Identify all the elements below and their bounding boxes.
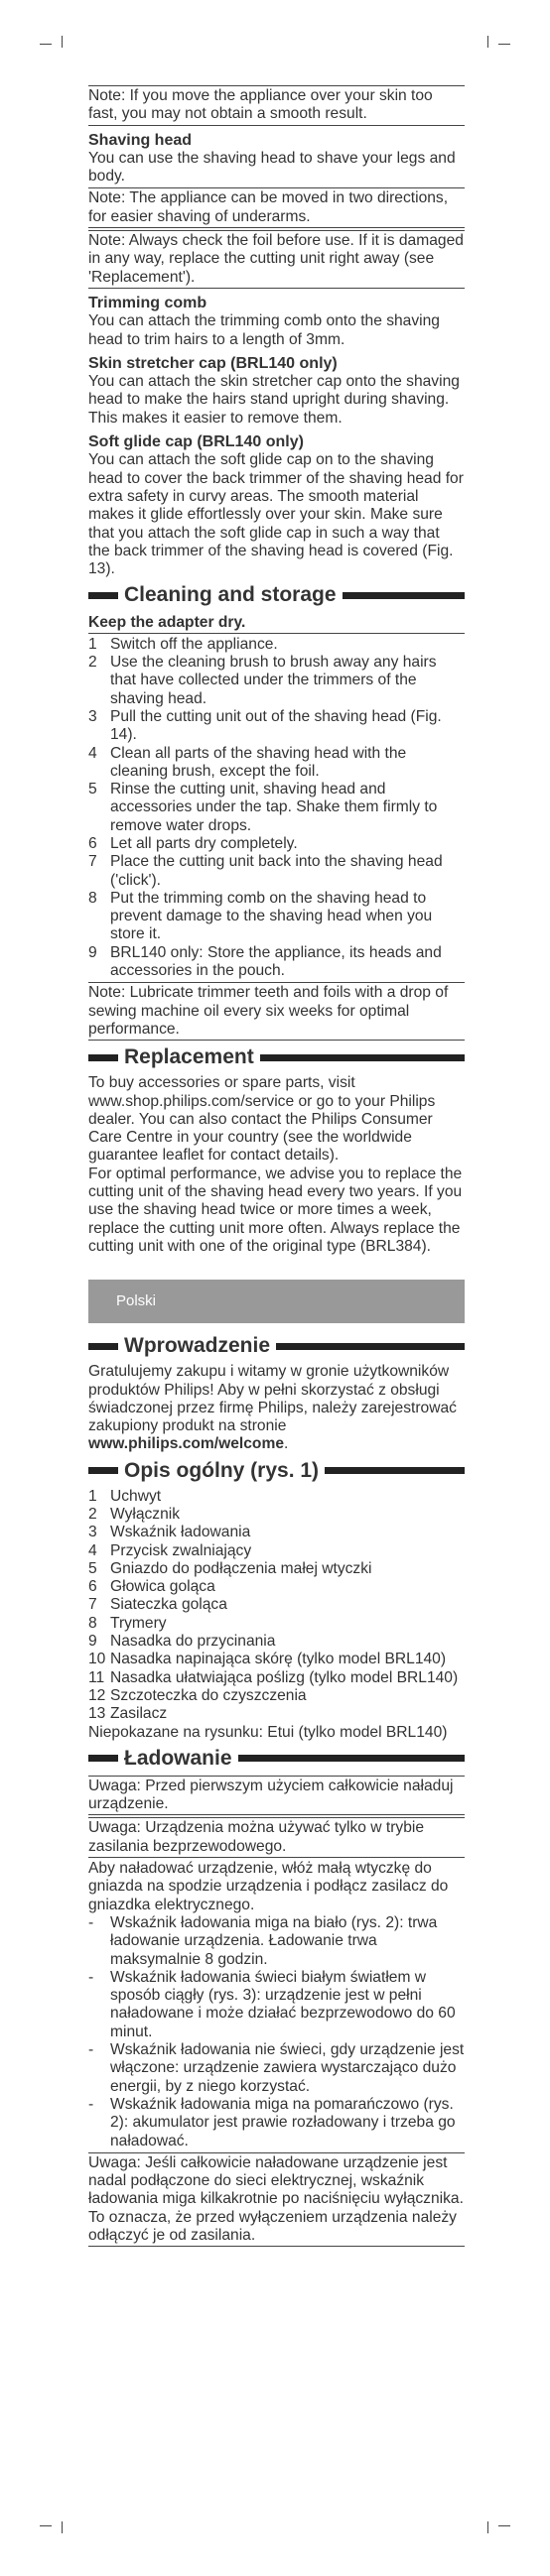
trimming-comb-text: You can attach the trimming comb onto the shaving head to trim hairs to a length of 3mm. [88, 312, 440, 348]
list-item: - Wskaźnik ładowania miga na biało (rys. 2): trwa ładowanie urządzenia. Ładowanie trwa maksymalnie 8 godzin. [88, 1913, 438, 1968]
trimming-comb-title: Trimming comb [88, 294, 207, 311]
list-item: 10 Nasadka napinająca skórę (tylko model BRL140) [88, 1651, 447, 1668]
list-item: 4 Clean all parts of the shaving head with the cleaning brush, except the foil. [88, 744, 407, 780]
cleaning-title: Cleaning and storage [124, 583, 337, 607]
list-item: 2 Use the cleaning brush to brush away any hairs that have collected under the trimmers of the shaving head. [88, 654, 437, 707]
heading-bar-left [88, 1755, 118, 1762]
crop-mark-bottom-left [40, 2525, 52, 2526]
cleaning-heading [88, 582, 465, 608]
overview-title: Opis ogólny (rys. 1) [124, 1458, 320, 1482]
skin-stretcher-title: Skin stretcher cap (BRL140 only) [88, 354, 338, 372]
cleaning-warning: Keep the adapter dry. [88, 614, 465, 633]
heading-bar-right [260, 1054, 465, 1061]
welcome-link: www.philips.com/welcome [88, 1435, 284, 1453]
list-item: 7 Place the cutting unit back into the shaving head ('click'). [88, 853, 443, 889]
charging-note-1: Uwaga: Przed pierwszym użyciem całkowicie naładuj urządzenie. [88, 1776, 465, 1816]
list-item: 1 Uchwyt [88, 1487, 162, 1505]
intro-text: Gratulujemy zakupu i witamy w gronie użytkowników produktów Philips! Aby w pełni skorzystać z obsługi świadczonej przez firmę Philips, należy zarejestrować zakupiony produkt na stronie www.philips.com/welcome. [88, 1363, 457, 1453]
charging-note-3: Uwaga: Jeśli całkowicie naładowane urządzenie jest nadal podłączone do sieci elektrycznej, wskaźnik ładowania miga kilkakrotnie po naciśnięciu wyłącznika. To oznacza, że przed wyłączeniem urządzenia należy odłączyć je od zasilania. [88, 2152, 465, 2247]
list-item: 5 Gniazdo do podłączenia małej wtyczki [88, 1559, 372, 1577]
overview-list [88, 1488, 465, 1724]
crop-mark-bottom-left-v [62, 2521, 63, 2533]
heading-bar-right [325, 1467, 465, 1474]
list-item: 11 Nasadka ułatwiająca poślizg (tylko model BRL140) [88, 1668, 459, 1686]
crop-mark-bottom-right-v [487, 2521, 488, 2533]
charging-title: Ładowanie [124, 1746, 232, 1770]
charging-heading [88, 1746, 465, 1772]
crop-mark-bottom-right [498, 2525, 510, 2526]
shaving-head-title: Shaving head [88, 131, 193, 149]
crop-mark-top-left-v [62, 36, 63, 48]
list-item: 9 BRL140 only: Store the appliance, its heads and accessories in the pouch. [88, 943, 442, 980]
list-item: 3 Wskaźnik ładowania [88, 1524, 251, 1541]
charging-text: Aby naładować urządzenie, włóż małą wtyczkę do gniazda na spodzie urządzenia i podłącz zasilacz do gniazdka elektrycznego. [88, 1860, 449, 1913]
heading-bar-left [88, 1467, 118, 1474]
list-item: 6 Głowica goląca [88, 1578, 215, 1596]
list-item: 9 Nasadka do przycinania [88, 1633, 276, 1651]
document-column [88, 83, 465, 2249]
charging-note-2: Uwaga: Urządzenia można używać tylko w trybie zasilania bezprzewodowego. [88, 1817, 465, 1858]
list-item: 4 Przycisk zwalniający [88, 1541, 252, 1559]
skin-stretcher-text: You can attach the skin stretcher cap onto the shaving head to make the hairs stand upright during shaving. This makes it easier to remove them. [88, 373, 460, 427]
cleaning-steps [88, 636, 465, 981]
heading-bar-right [238, 1755, 465, 1762]
list-item: 3 Pull the cutting unit out of the shaving head (Fig. 14). [88, 707, 442, 744]
intro-heading [88, 1333, 465, 1359]
heading-bar-left [88, 1054, 118, 1061]
list-item: 8 Trymery [88, 1614, 167, 1632]
list-item: - Wskaźnik ładowania świeci białym światłem w sposób ciągły (rys. 3): urządzenie jest w pełni naładowane i może działać bezprzewodowo do 60 minut. [88, 1968, 456, 2040]
heading-bar-left [88, 592, 118, 599]
heading-bar-left [88, 1343, 118, 1350]
note-foil: Note: Always check the foil before use. If it is damaged in any way, replace the cutting unit right away (see 'Replacement'). [88, 230, 465, 289]
list-item: 6 Let all parts dry completely. [88, 834, 298, 852]
list-item: 13 Zasilacz [88, 1705, 168, 1723]
replacement-heading [88, 1044, 465, 1070]
list-item: 8 Put the trimming comb on the shaving head to prevent damage to the shaving head when you store it. [88, 889, 433, 943]
replacement-title: Replacement [124, 1045, 254, 1069]
crop-mark-top-right [498, 44, 510, 45]
list-item: 7 Siateczka goląca [88, 1596, 227, 1614]
not-shown-text: Niepokazane na rysunku: Etui (tylko model BRL140) [88, 1723, 448, 1741]
replacement-text-2: For optimal performance, we advise you to replace the cutting unit of the shaving head every two years. If you use the shaving head twice or more times a week, replace the cutting unit more often. Always replace the cutting unit with one of the original type (BRL384). [88, 1165, 463, 1255]
intro-title: Wprowadzenie [124, 1334, 271, 1358]
shaving-head-text: You can use the shaving head to shave your legs and body. [88, 149, 456, 185]
note-lubricate: Note: Lubricate trimmer teeth and foils with a drop of sewing machine oil every six weeks for optimal performance. [88, 982, 465, 1041]
list-item: 12 Szczoteczka do czyszczenia [88, 1686, 307, 1704]
crop-mark-top-right-v [487, 36, 488, 48]
list-item: 1 Switch off the appliance. [88, 635, 278, 653]
list-item: - Wskaźnik ładowania miga na pomarańczowo (rys. 2): akumulator jest prawie rozładowany i trzeba go naładować. [88, 2095, 456, 2149]
soft-glide-text: You can attach the soft glide cap on to the shaving head to cover the back trimmer of the shaving head for extra safety in curvy areas. The smooth material makes it glide effortlessly over your skin. Make sure that you attach the soft glide cap in such a way that the back trimmer of the shaving head is covered (Fig. 13). [88, 451, 464, 578]
overview-heading [88, 1458, 465, 1484]
charging-indicator-list [88, 1914, 465, 2150]
heading-bar-right [276, 1343, 465, 1350]
language-tab-polski: Polski [88, 1280, 465, 1323]
heading-bar-right [343, 592, 465, 599]
list-item: 2 Wyłącznik [88, 1506, 181, 1523]
note-smooth: Note: If you move the appliance over your skin too fast, you may not obtain a smooth result. [88, 85, 465, 126]
soft-glide-title: Soft glide cap (BRL140 only) [88, 433, 304, 451]
note-underarms: Note: The appliance can be moved in two directions, for easier shaving of underarms. [88, 187, 465, 228]
list-item: 5 Rinse the cutting unit, shaving head and accessories under the tap. Shake them firmly to remove water drops. [88, 781, 438, 834]
list-item: - Wskaźnik ładowania nie świeci, gdy urządzenie jest włączone: urządzenie zawiera wystarczająco dużo energii, by z niego korzystać. [88, 2041, 465, 2095]
crop-mark-top-left [40, 44, 52, 45]
replacement-text-1: To buy accessories or spare parts, visit www.shop.philips.com/service or go to your Philips dealer. You can also contact the Philips Consumer Care Centre in your country (see the worldwide guarantee leaflet for contact details). [88, 1074, 436, 1165]
